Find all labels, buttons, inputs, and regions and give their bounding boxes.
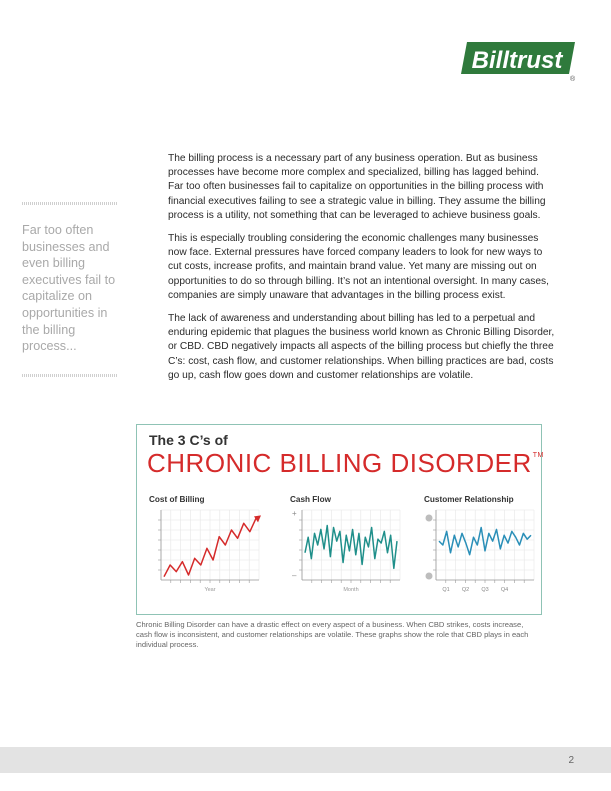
pullquote-rule-bottom: [22, 374, 117, 377]
pullquote: Far too often businesses and even billing executives fail to capitalize on opportunities in the billing process...: [22, 223, 116, 354]
quarter-label: Q3: [481, 587, 489, 593]
y-bottom-label: –: [292, 571, 297, 580]
page-footer: [0, 747, 611, 773]
customer-relationship-chart: [424, 495, 539, 605]
cash-flow-chart: [290, 495, 405, 605]
chart-title: Cost of Billing: [149, 495, 205, 504]
pullquote-rule-top: [22, 202, 117, 205]
logo-wordmark: Billtrust: [471, 47, 563, 74]
chart-title: Cash Flow: [290, 495, 331, 504]
happy-face-icon: [426, 515, 433, 522]
infographic-title-line2: [147, 448, 544, 479]
infographic-title-text: CHRONIC BILLING DISORDER: [147, 448, 532, 478]
body-paragraph: The lack of awareness and understanding about billing has led to a perpetual and enduring epidemic that plagues the business world known as Chronic Billing Disorder, or CBD. CBD negatively impacts all aspects of the billing process but chiefly the three C’s: cost, cash flow, and customer relationships. When billing practices are bad, costs go up, cash flow goes down and customer relationships are volatile.: [168, 313, 555, 381]
cash-flow-plot: [290, 506, 405, 606]
body-paragraph: This is especially troubling considering the economic challenges many businesses now face. External pressures have forced company leaders to look for new ways to cut costs, increase profits, and maintain brand value. Yet many are missing out on opportunities to do so through billing. It’s not an intentional oversight. In many cases, companies are simply unaware that advantages in the billing process exist.: [168, 233, 549, 301]
infographic-caption: Chronic Billing Disorder can have a drastic effect on every aspect of a business. When CBD strikes, costs increase, cash flow is inconsistent, and customer relationships are volatile. These graphs show the role that CBD plays in each individual process.: [136, 620, 529, 649]
body-text: [168, 152, 556, 392]
x-axis-label: Year: [204, 587, 216, 593]
customer-relationship-plot: [424, 506, 539, 606]
trademark-mark: TM: [532, 452, 544, 459]
cost-of-billing-plot: [149, 506, 264, 606]
infographic-title-line1: The 3 C’s of: [149, 432, 228, 448]
billtrust-logo: [457, 40, 577, 82]
y-top-label: +: [292, 509, 297, 518]
quarter-label: Q2: [461, 587, 470, 593]
cost-of-billing-chart: [149, 495, 264, 605]
sad-face-icon: [426, 573, 433, 580]
registered-mark: ®: [570, 76, 576, 82]
quarter-label: Q1: [442, 587, 450, 593]
x-axis-label: Month: [343, 587, 359, 593]
chart-title: Customer Relationship: [424, 495, 514, 504]
quarter-label: Q4: [500, 587, 509, 593]
cbd-infographic: [136, 424, 542, 615]
page-number: 2: [568, 755, 574, 766]
body-paragraph: The billing process is a necessary part of any business operation. But as business processes have become more complex and specialized, billing has lagged behind. Far too often businesses fail to capitalize on opportunities in the billing process with financial executives failing to see a strategic value in billing. They assume the billing process is a utility, not something that can be leveraged to achieve business goals.: [168, 153, 546, 221]
